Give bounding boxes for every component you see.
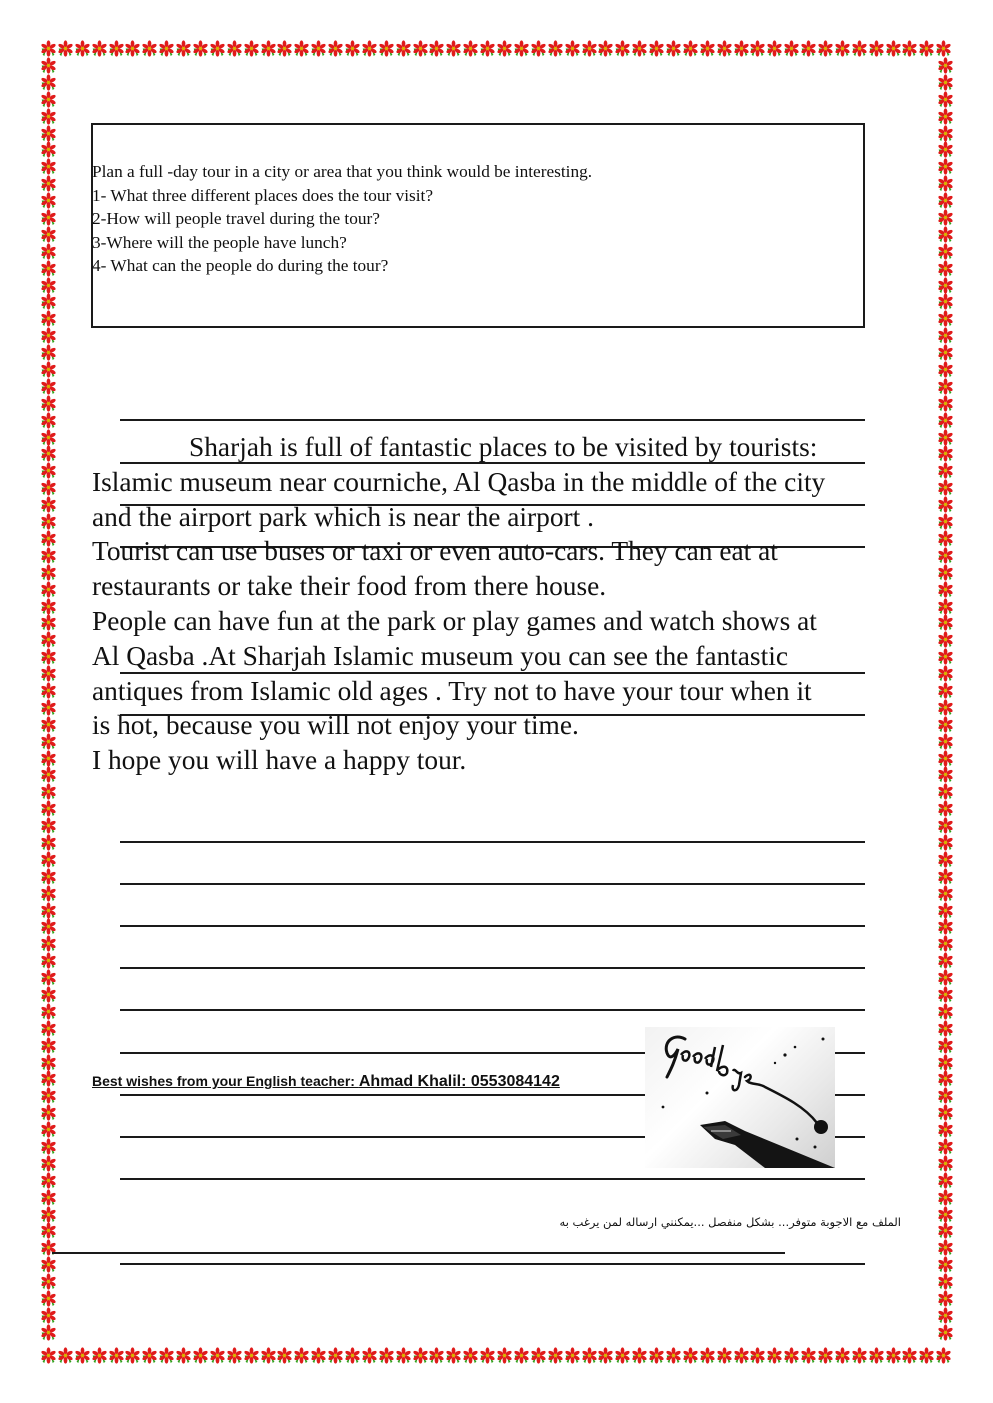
- poinsettia-icon: [40, 395, 57, 412]
- poinsettia-icon: [937, 1087, 954, 1104]
- poinsettia-icon: [40, 598, 57, 615]
- poinsettia-icon: [175, 1347, 192, 1364]
- poinsettia-icon: [614, 40, 631, 57]
- poinsettia-icon: [513, 40, 530, 57]
- poinsettia-icon: [40, 1121, 57, 1138]
- essay-line: I hope you will have a happy tour.: [92, 745, 467, 776]
- poinsettia-icon: [749, 1347, 766, 1364]
- task-question-2: 2-How will people travel during the tour?: [92, 209, 380, 228]
- poinsettia-icon: [344, 1347, 361, 1364]
- poinsettia-icon: [937, 952, 954, 969]
- poinsettia-icon: [937, 885, 954, 902]
- goodbye-pen-image: [645, 1027, 835, 1168]
- poinsettia-icon: [361, 1347, 378, 1364]
- poinsettia-icon: [937, 293, 954, 310]
- poinsettia-icon: [597, 1347, 614, 1364]
- poinsettia-icon: [378, 40, 395, 57]
- poinsettia-icon: [665, 40, 682, 57]
- poinsettia-icon: [937, 699, 954, 716]
- poinsettia-icon: [530, 40, 547, 57]
- poinsettia-icon: [597, 40, 614, 57]
- poinsettia-icon: [141, 1347, 158, 1364]
- poinsettia-icon: [937, 1189, 954, 1206]
- poinsettia-icon: [40, 1273, 57, 1290]
- poinsettia-icon: [937, 986, 954, 1003]
- poinsettia-icon: [581, 1347, 598, 1364]
- poinsettia-icon: [74, 1347, 91, 1364]
- poinsettia-icon: [631, 1347, 648, 1364]
- poinsettia-icon: [937, 125, 954, 142]
- poinsettia-icon: [937, 851, 954, 868]
- poinsettia-icon: [733, 1347, 750, 1364]
- essay-line: restaurants or take their food from there house.: [92, 571, 607, 602]
- poinsettia-icon: [564, 40, 581, 57]
- poinsettia-icon: [40, 1347, 57, 1364]
- poinsettia-icon: [344, 40, 361, 57]
- poinsettia-icon: [428, 1347, 445, 1364]
- poinsettia-icon: [937, 226, 954, 243]
- poinsettia-icon: [834, 40, 851, 57]
- poinsettia-icon: [937, 631, 954, 648]
- writing-line: [120, 883, 865, 885]
- poinsettia-icon: [462, 40, 479, 57]
- poinsettia-icon: [937, 496, 954, 513]
- poinsettia-border-bottom: [40, 1347, 952, 1364]
- poinsettia-icon: [937, 1256, 954, 1273]
- poinsettia-icon: [40, 277, 57, 294]
- poinsettia-icon: [40, 564, 57, 581]
- poinsettia-icon: [40, 344, 57, 361]
- poinsettia-icon: [158, 1347, 175, 1364]
- poinsettia-icon: [937, 1239, 954, 1256]
- poinsettia-icon: [547, 1347, 564, 1364]
- poinsettia-icon: [40, 445, 57, 462]
- poinsettia-icon: [937, 108, 954, 125]
- poinsettia-icon: [293, 1347, 310, 1364]
- poinsettia-icon: [547, 40, 564, 57]
- poinsettia-icon: [40, 496, 57, 513]
- writing-line: [120, 1263, 865, 1265]
- poinsettia-icon: [716, 1347, 733, 1364]
- poinsettia-icon: [614, 1347, 631, 1364]
- poinsettia-icon: [564, 1347, 581, 1364]
- poinsettia-icon: [40, 665, 57, 682]
- poinsettia-icon: [40, 530, 57, 547]
- poinsettia-icon: [937, 277, 954, 294]
- poinsettia-icon: [937, 783, 954, 800]
- task-question-4: 4- What can the people do during the tour?: [92, 256, 389, 275]
- poinsettia-icon: [766, 1347, 783, 1364]
- poinsettia-icon: [40, 1070, 57, 1087]
- poinsettia-icon: [918, 40, 935, 57]
- poinsettia-icon: [800, 1347, 817, 1364]
- poinsettia-icon: [40, 1172, 57, 1189]
- poinsettia-icon: [40, 1256, 57, 1273]
- poinsettia-icon: [937, 1290, 954, 1307]
- poinsettia-icon: [937, 1307, 954, 1324]
- poinsettia-icon: [496, 40, 513, 57]
- poinsettia-icon: [108, 40, 125, 57]
- poinsettia-icon: [260, 1347, 277, 1364]
- poinsettia-icon: [40, 614, 57, 631]
- poinsettia-icon: [40, 682, 57, 699]
- poinsettia-icon: [937, 564, 954, 581]
- essay-line: is hot, because you will not enjoy your time.: [92, 710, 579, 741]
- poinsettia-icon: [209, 1347, 226, 1364]
- poinsettia-icon: [276, 40, 293, 57]
- goodbye-handwriting-icon: [645, 1027, 835, 1168]
- poinsettia-icon: [175, 40, 192, 57]
- poinsettia-icon: [479, 40, 496, 57]
- poinsettia-icon: [40, 918, 57, 935]
- writing-line: [120, 419, 865, 421]
- poinsettia-icon: [40, 1290, 57, 1307]
- poinsettia-icon: [937, 192, 954, 209]
- poinsettia-icon: [40, 226, 57, 243]
- poinsettia-icon: [40, 1138, 57, 1155]
- poinsettia-icon: [868, 1347, 885, 1364]
- poinsettia-icon: [937, 479, 954, 496]
- poinsettia-icon: [40, 648, 57, 665]
- poinsettia-icon: [937, 918, 954, 935]
- poinsettia-icon: [192, 1347, 209, 1364]
- poinsettia-icon: [40, 733, 57, 750]
- poinsettia-icon: [937, 750, 954, 767]
- poinsettia-icon: [885, 1347, 902, 1364]
- essay-line: Islamic museum near courniche, Al Qasba in the middle of the city: [92, 466, 826, 497]
- poinsettia-icon: [937, 716, 954, 733]
- poinsettia-icon: [462, 1347, 479, 1364]
- poinsettia-icon: [40, 1307, 57, 1324]
- task-question-3: 3-Where will the people have lunch?: [92, 232, 347, 252]
- poinsettia-icon: [327, 1347, 344, 1364]
- poinsettia-icon: [40, 429, 57, 446]
- poinsettia-icon: [40, 986, 57, 1003]
- poinsettia-icon: [428, 40, 445, 57]
- essay-answer: [92, 430, 912, 778]
- poinsettia-icon: [937, 614, 954, 631]
- poinsettia-icon: [445, 1347, 462, 1364]
- poinsettia-icon: [937, 412, 954, 429]
- poinsettia-icon: [226, 40, 243, 57]
- poinsettia-icon: [937, 57, 954, 74]
- poinsettia-icon: [665, 1347, 682, 1364]
- poinsettia-icon: [937, 310, 954, 327]
- poinsettia-icon: [937, 175, 954, 192]
- poinsettia-icon: [260, 40, 277, 57]
- poinsettia-border-right: [937, 57, 954, 1341]
- writing-line: [120, 967, 865, 969]
- poinsettia-icon: [40, 699, 57, 716]
- poinsettia-icon: [108, 1347, 125, 1364]
- task-question-1: 1- What three different places does the tour visit?: [92, 185, 434, 205]
- poinsettia-icon: [851, 1347, 868, 1364]
- poinsettia-icon: [91, 40, 108, 57]
- poinsettia-icon: [937, 1121, 954, 1138]
- poinsettia-icon: [937, 1037, 954, 1054]
- writing-line: [120, 925, 865, 927]
- poinsettia-icon: [124, 1347, 141, 1364]
- poinsettia-icon: [40, 1155, 57, 1172]
- poinsettia-icon: [40, 547, 57, 564]
- poinsettia-icon: [937, 445, 954, 462]
- poinsettia-icon: [901, 1347, 918, 1364]
- poinsettia-icon: [937, 969, 954, 986]
- poinsettia-icon: [937, 648, 954, 665]
- poinsettia-icon: [40, 1222, 57, 1239]
- arabic-note: الملف مع الاجوبة متوفر... بشكل منفصل ...يمكنني ارساله لمن يرغب به: [559, 1215, 901, 1229]
- poinsettia-icon: [937, 1003, 954, 1020]
- poinsettia-icon: [57, 40, 74, 57]
- poinsettia-icon: [40, 902, 57, 919]
- poinsettia-icon: [40, 91, 57, 108]
- poinsettia-icon: [937, 1104, 954, 1121]
- poinsettia-icon: [937, 462, 954, 479]
- poinsettia-icon: [243, 40, 260, 57]
- poinsettia-icon: [40, 766, 57, 783]
- essay-line: and the airport park which is near the airport .: [92, 501, 594, 532]
- poinsettia-icon: [40, 57, 57, 74]
- poinsettia-icon: [40, 1104, 57, 1121]
- poinsettia-icon: [937, 800, 954, 817]
- poinsettia-icon: [40, 108, 57, 125]
- task-instructions: [92, 160, 592, 278]
- poinsettia-icon: [40, 175, 57, 192]
- poinsettia-icon: [937, 665, 954, 682]
- poinsettia-icon: [817, 1347, 834, 1364]
- poinsettia-icon: [699, 1347, 716, 1364]
- poinsettia-icon: [766, 40, 783, 57]
- writing-line: [120, 1009, 865, 1011]
- poinsettia-icon: [40, 834, 57, 851]
- signature-lead: Best wishes from your English teacher:: [92, 1073, 359, 1089]
- poinsettia-icon: [937, 834, 954, 851]
- poinsettia-icon: [209, 40, 226, 57]
- poinsettia-border-left: [40, 57, 57, 1341]
- poinsettia-icon: [40, 581, 57, 598]
- poinsettia-icon: [40, 125, 57, 142]
- poinsettia-icon: [412, 40, 429, 57]
- poinsettia-icon: [937, 1324, 954, 1341]
- poinsettia-icon: [937, 530, 954, 547]
- poinsettia-icon: [937, 733, 954, 750]
- poinsettia-icon: [40, 1037, 57, 1054]
- poinsettia-icon: [40, 327, 57, 344]
- poinsettia-icon: [40, 1206, 57, 1223]
- poinsettia-icon: [40, 750, 57, 767]
- poinsettia-icon: [310, 1347, 327, 1364]
- poinsettia-icon: [530, 1347, 547, 1364]
- poinsettia-icon: [937, 547, 954, 564]
- poinsettia-icon: [40, 935, 57, 952]
- poinsettia-icon: [937, 141, 954, 158]
- poinsettia-icon: [937, 1054, 954, 1071]
- poinsettia-icon: [937, 74, 954, 91]
- poinsettia-icon: [40, 952, 57, 969]
- poinsettia-icon: [243, 1347, 260, 1364]
- poinsettia-icon: [40, 513, 57, 530]
- poinsettia-icon: [581, 40, 598, 57]
- poinsettia-icon: [327, 40, 344, 57]
- poinsettia-icon: [40, 800, 57, 817]
- poinsettia-icon: [937, 513, 954, 530]
- poinsettia-icon: [937, 1222, 954, 1239]
- poinsettia-icon: [935, 1347, 952, 1364]
- poinsettia-icon: [310, 40, 327, 57]
- poinsettia-icon: [817, 40, 834, 57]
- poinsettia-icon: [937, 1273, 954, 1290]
- poinsettia-icon: [901, 40, 918, 57]
- signature-name: Ahmad Khalil: 0553084142: [358, 1073, 560, 1090]
- essay-line: People can have fun at the park or play games and watch shows at: [92, 605, 817, 636]
- poinsettia-icon: [40, 74, 57, 91]
- poinsettia-icon: [937, 361, 954, 378]
- poinsettia-icon: [412, 1347, 429, 1364]
- poinsettia-border-top: [40, 40, 952, 57]
- poinsettia-icon: [937, 158, 954, 175]
- poinsettia-icon: [937, 1138, 954, 1155]
- poinsettia-icon: [124, 40, 141, 57]
- poinsettia-icon: [937, 935, 954, 952]
- poinsettia-icon: [40, 1189, 57, 1206]
- poinsettia-icon: [40, 868, 57, 885]
- poinsettia-icon: [937, 817, 954, 834]
- poinsettia-icon: [479, 1347, 496, 1364]
- poinsettia-icon: [40, 310, 57, 327]
- poinsettia-icon: [937, 1172, 954, 1189]
- poinsettia-icon: [40, 243, 57, 260]
- poinsettia-icon: [40, 1054, 57, 1071]
- poinsettia-icon: [749, 40, 766, 57]
- poinsettia-icon: [91, 1347, 108, 1364]
- poinsettia-icon: [40, 141, 57, 158]
- poinsettia-icon: [937, 243, 954, 260]
- poinsettia-icon: [937, 209, 954, 226]
- poinsettia-icon: [293, 40, 310, 57]
- poinsettia-icon: [40, 851, 57, 868]
- poinsettia-icon: [395, 40, 412, 57]
- writing-line: [120, 841, 865, 843]
- poinsettia-icon: [937, 902, 954, 919]
- poinsettia-icon: [40, 783, 57, 800]
- poinsettia-icon: [937, 327, 954, 344]
- poinsettia-icon: [276, 1347, 293, 1364]
- poinsettia-icon: [226, 1347, 243, 1364]
- poinsettia-icon: [40, 260, 57, 277]
- poinsettia-icon: [158, 40, 175, 57]
- poinsettia-icon: [40, 462, 57, 479]
- poinsettia-icon: [40, 716, 57, 733]
- poinsettia-icon: [631, 40, 648, 57]
- poinsettia-icon: [40, 293, 57, 310]
- poinsettia-icon: [800, 40, 817, 57]
- poinsettia-icon: [937, 429, 954, 446]
- poinsettia-icon: [937, 1070, 954, 1087]
- poinsettia-icon: [496, 1347, 513, 1364]
- poinsettia-icon: [57, 1347, 74, 1364]
- poinsettia-icon: [682, 1347, 699, 1364]
- poinsettia-icon: [74, 40, 91, 57]
- poinsettia-icon: [733, 40, 750, 57]
- poinsettia-icon: [937, 598, 954, 615]
- essay-line: Tourist can use buses or taxi or even auto-cars. They can eat at: [92, 536, 778, 567]
- poinsettia-icon: [937, 766, 954, 783]
- poinsettia-icon: [40, 817, 57, 834]
- poinsettia-icon: [937, 378, 954, 395]
- poinsettia-icon: [937, 344, 954, 361]
- poinsettia-icon: [937, 91, 954, 108]
- poinsettia-icon: [851, 40, 868, 57]
- poinsettia-icon: [40, 412, 57, 429]
- poinsettia-icon: [937, 395, 954, 412]
- task-prompt: Plan a full -day tour in a city or area that you think would be interesting.: [92, 162, 593, 181]
- poinsettia-icon: [937, 868, 954, 885]
- poinsettia-icon: [361, 40, 378, 57]
- poinsettia-icon: [40, 631, 57, 648]
- poinsettia-icon: [40, 1324, 57, 1341]
- poinsettia-icon: [40, 378, 57, 395]
- essay-line: Sharjah is full of fantastic places to be visited by tourists:: [189, 432, 818, 462]
- poinsettia-icon: [885, 40, 902, 57]
- teacher-signature: [92, 1073, 560, 1091]
- poinsettia-icon: [648, 1347, 665, 1364]
- poinsettia-icon: [378, 1347, 395, 1364]
- poinsettia-icon: [40, 969, 57, 986]
- poinsettia-icon: [937, 581, 954, 598]
- poinsettia-icon: [783, 1347, 800, 1364]
- poinsettia-icon: [783, 40, 800, 57]
- poinsettia-icon: [40, 361, 57, 378]
- poinsettia-icon: [395, 1347, 412, 1364]
- poinsettia-icon: [699, 40, 716, 57]
- poinsettia-icon: [40, 1087, 57, 1104]
- essay-line: antiques from Islamic old ages . Try not to have your tour when it: [92, 675, 812, 706]
- essay-line: Al Qasba .At Sharjah Islamic museum you can see the fantastic: [92, 640, 788, 671]
- poinsettia-icon: [40, 40, 57, 57]
- poinsettia-icon: [937, 1206, 954, 1223]
- poinsettia-icon: [40, 158, 57, 175]
- poinsettia-icon: [40, 192, 57, 209]
- separator-line: [52, 1252, 785, 1254]
- poinsettia-icon: [937, 1020, 954, 1037]
- poinsettia-icon: [918, 1347, 935, 1364]
- poinsettia-icon: [834, 1347, 851, 1364]
- poinsettia-icon: [40, 1020, 57, 1037]
- poinsettia-icon: [445, 40, 462, 57]
- poinsettia-icon: [868, 40, 885, 57]
- poinsettia-icon: [40, 479, 57, 496]
- poinsettia-icon: [40, 1003, 57, 1020]
- poinsettia-icon: [40, 885, 57, 902]
- poinsettia-icon: [935, 40, 952, 57]
- poinsettia-icon: [937, 260, 954, 277]
- poinsettia-icon: [937, 682, 954, 699]
- poinsettia-icon: [141, 40, 158, 57]
- poinsettia-icon: [648, 40, 665, 57]
- poinsettia-icon: [513, 1347, 530, 1364]
- poinsettia-icon: [682, 40, 699, 57]
- poinsettia-icon: [716, 40, 733, 57]
- writing-line: [120, 1178, 865, 1180]
- poinsettia-icon: [40, 209, 57, 226]
- poinsettia-icon: [937, 1155, 954, 1172]
- poinsettia-icon: [192, 40, 209, 57]
